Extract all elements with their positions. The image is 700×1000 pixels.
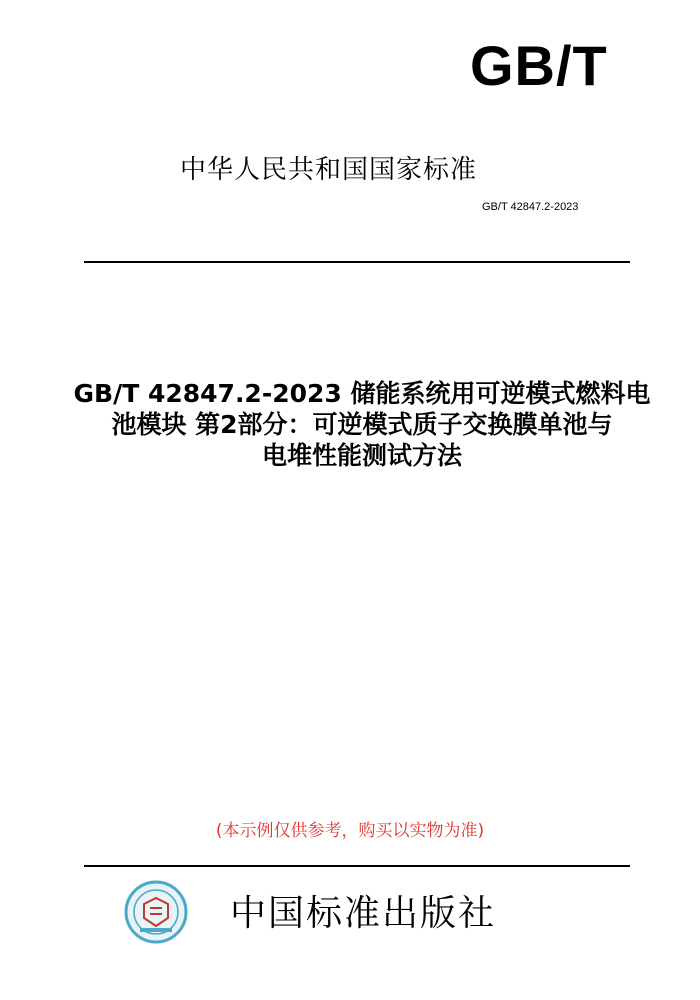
gbt-logo: GB/T [470, 34, 608, 97]
publisher-name: 中国标准出版社 [230, 893, 497, 934]
top-divider [84, 261, 630, 263]
document-title [36, 378, 688, 471]
title-line-3: 电堆性能测试方法 [261, 441, 462, 470]
publisher-seal-icon [124, 880, 188, 944]
title-line-2: 池模块 第2部分：可逆模式质子交换膜单池与 [111, 410, 613, 439]
sample-notice: (本示例仅供参考，购买以实物为准) [215, 821, 485, 841]
title-line-1: GB/T 42847.2-2023 储能系统用可逆模式燃料电 [73, 379, 651, 408]
bottom-divider [84, 865, 630, 867]
standard-type-label: 中华人民共和国国家标准 [180, 155, 478, 185]
standard-number: GB/T 42847.2-2023 [482, 201, 579, 213]
